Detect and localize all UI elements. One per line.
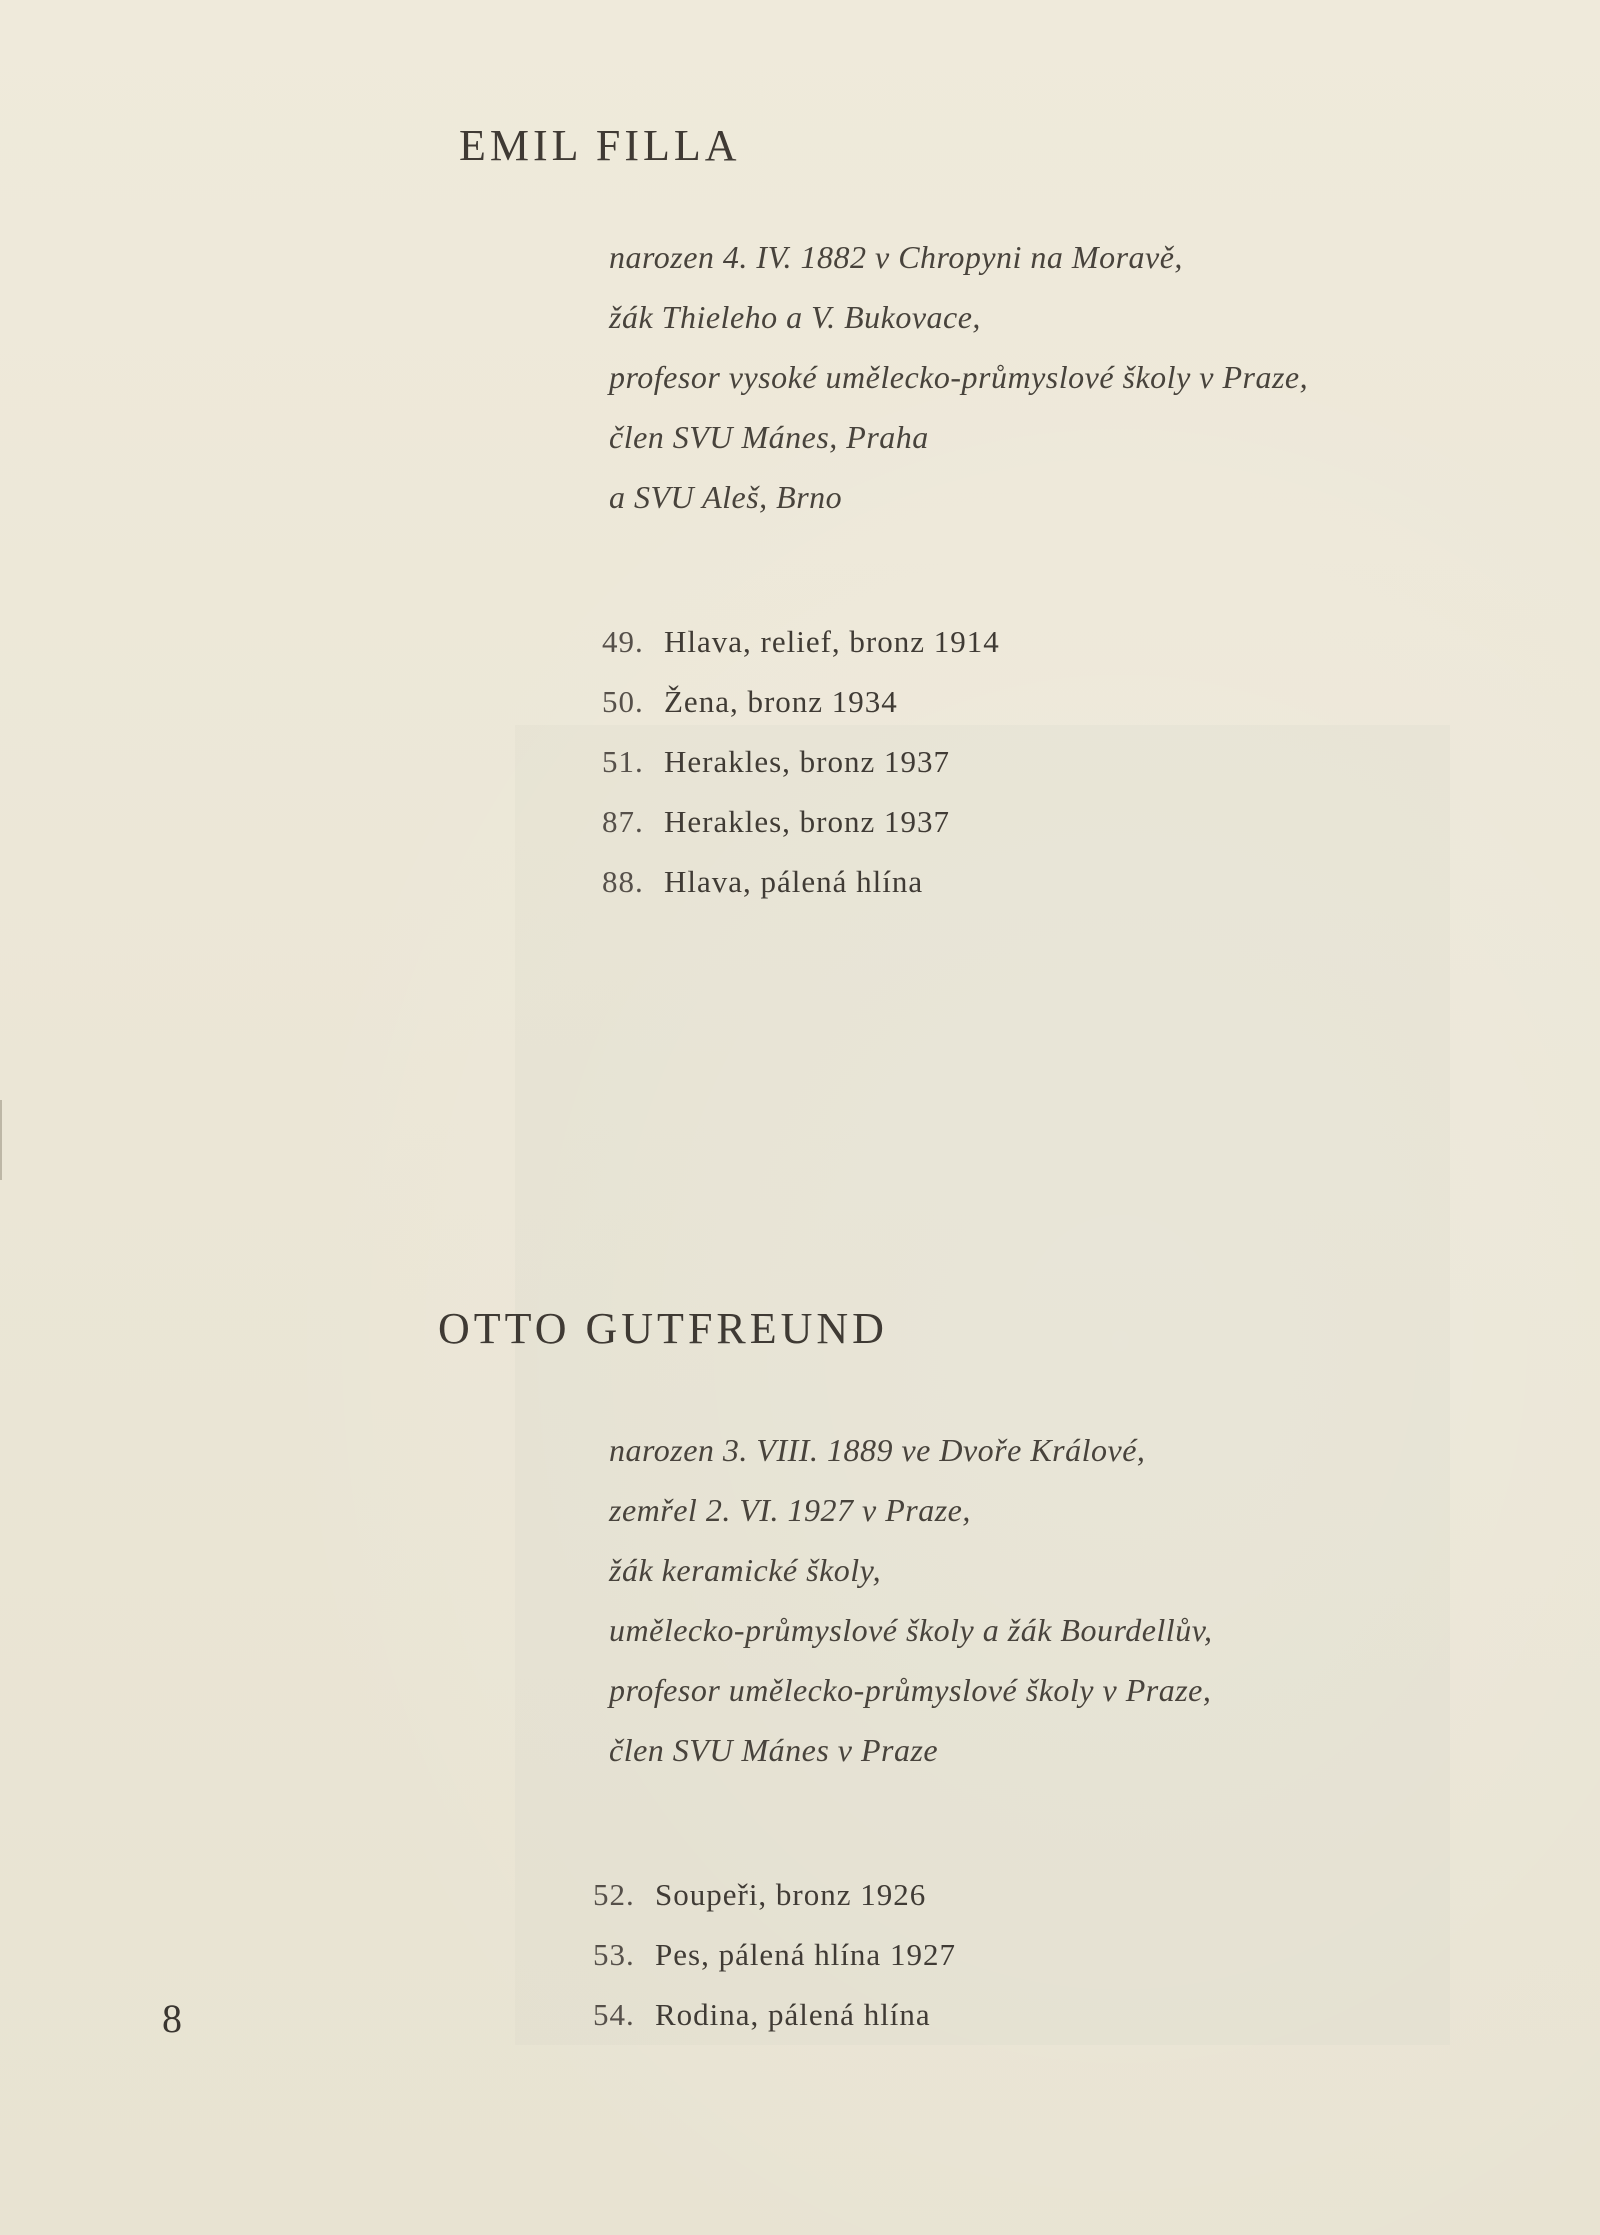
work-item [602, 792, 1000, 852]
work-title: Herakles, bronz 1937 [664, 804, 950, 839]
work-title: Hlava, relief, bronz 1914 [664, 624, 1000, 659]
work-title: Hlava, pálená hlína [664, 864, 924, 899]
work-title: Žena, bronz 1934 [664, 684, 898, 719]
work-item [602, 612, 1000, 672]
artist-name-filla: EMIL FILLA [459, 121, 741, 170]
page-number: 8 [162, 1996, 182, 2041]
work-number: 87. [602, 804, 644, 839]
work-title: Soupeři, bronz 1926 [655, 1877, 927, 1912]
work-number: 51. [602, 744, 644, 779]
bio-line: umělecko-průmyslové školy a žák Bourdellův, [609, 1612, 1213, 1648]
work-item [593, 1925, 956, 1985]
work-title: Pes, pálená hlína 1927 [655, 1937, 956, 1972]
works-list-filla [602, 612, 1000, 912]
work-item [602, 732, 1000, 792]
work-item [593, 1985, 956, 2045]
work-number: 49. [602, 624, 644, 659]
bio-line: člen SVU Mánes v Praze [609, 1732, 939, 1768]
bio-line: profesor umělecko-průmyslové školy v Praze, [609, 1672, 1212, 1708]
work-item [602, 852, 1000, 912]
work-number: 50. [602, 684, 644, 719]
work-number: 53. [593, 1937, 635, 1972]
bio-line: zemřel 2. VI. 1927 v Praze, [609, 1492, 971, 1528]
bio-line: a SVU Aleš, Brno [609, 479, 843, 515]
bio-line: profesor vysoké umělecko-průmyslové školy v Praze, [609, 359, 1309, 395]
work-number: 54. [593, 1997, 635, 2032]
bio-line: člen SVU Mánes, Praha [609, 419, 929, 455]
work-item [593, 1865, 956, 1925]
bio-line: žák Thieleho a V. Bukovace, [609, 299, 981, 335]
artist-name-gutfreund: OTTO GUTFREUND [438, 1304, 888, 1353]
works-list-gutfreund [593, 1865, 956, 2045]
work-number: 88. [602, 864, 644, 899]
bio-line: narozen 4. IV. 1882 v Chropyni na Moravě, [609, 239, 1183, 275]
show-through-shadow [515, 725, 1450, 2045]
work-title: Rodina, pálená hlína [655, 1997, 931, 2032]
bio-line: narozen 3. VIII. 1889 ve Dvoře Králové, [609, 1432, 1146, 1468]
work-number: 52. [593, 1877, 635, 1912]
work-item [602, 672, 1000, 732]
artist-bio-filla [609, 227, 1308, 527]
page-edge-mark [0, 1100, 2, 1180]
artist-bio-gutfreund [609, 1420, 1213, 1780]
bio-line: žák keramické školy, [609, 1552, 882, 1588]
work-title: Herakles, bronz 1937 [664, 744, 950, 779]
